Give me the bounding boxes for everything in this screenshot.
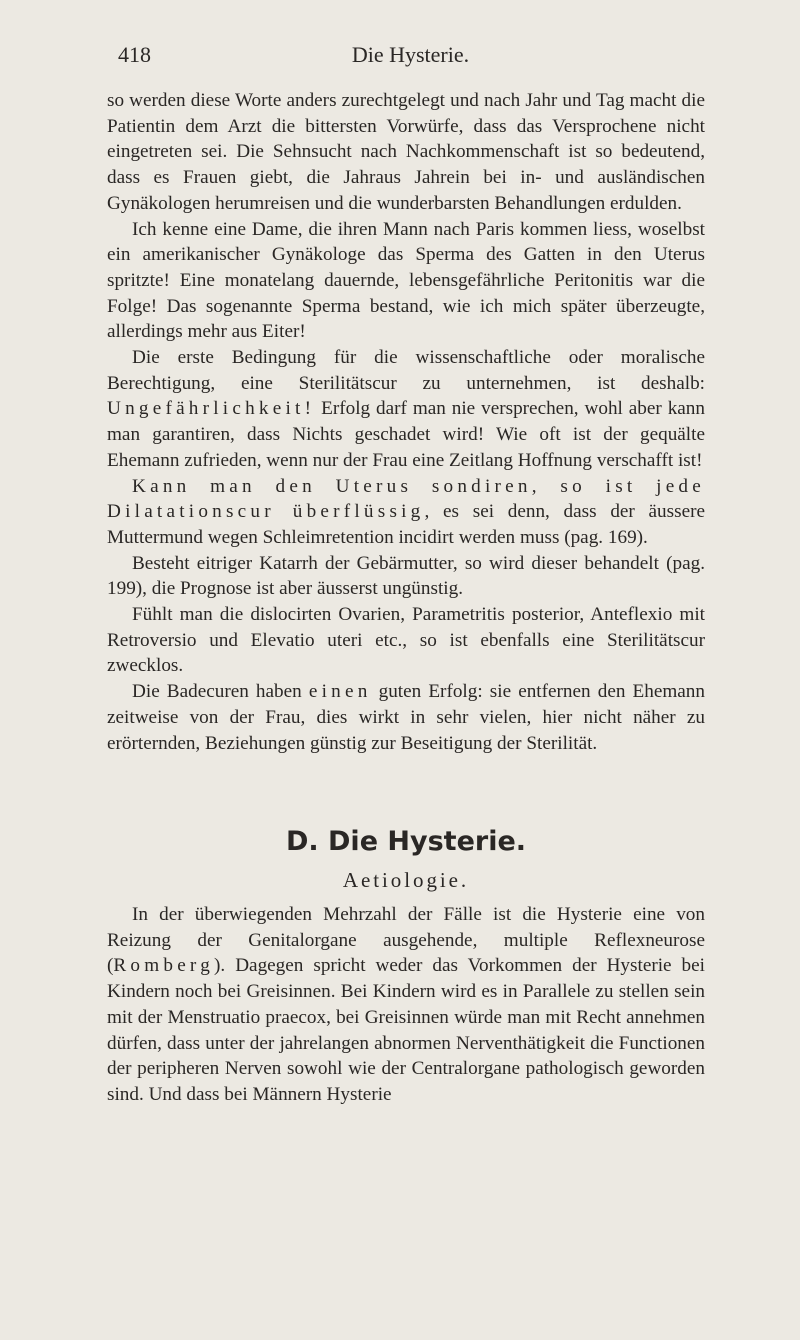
- paragraph: [107, 474, 705, 551]
- paragraph: [107, 551, 705, 602]
- paragraph-text: Fühlt man die dislocirten Ovarien, Parametritis posterior, Anteflexio mit Retroversio und Elevatio uteri etc., so ist ebenfalls eine Sterilitätscur zwecklos.: [107, 604, 705, 677]
- paragraph: [107, 217, 705, 346]
- paragraph: [107, 902, 705, 1108]
- paragraph-text: ). Dagegen spricht weder das Vorkommen der Hysterie bei Kindern noch bei Greisinnen. Bei Kindern wird es in Parallele zu stellen sein mit der Menstruatio praecox, bei Greisinnen würde man mit Recht annehmen dürfen, dass unter der jahrelangen abnormen Nerventhätigkeit die Functionen der peripheren Nerven sowohl wie der Centralorgane pathologisch geworden sind. Und dass bei Männern Hysterie: [107, 955, 705, 1105]
- paragraph-text: guten Erfolg: sie entfernen den Ehemann zeitweise von der Frau, dies wirkt in sehr vielen, hier nicht näher zu erörternden, Beziehungen günstig zur Beseitigung der Sterilität.: [107, 681, 705, 754]
- spaced-emphasis: Ungefährlichkeit!: [107, 398, 316, 420]
- paragraph: [107, 602, 705, 679]
- paragraph-text: Besteht eitriger Katarrh der Gebärmutter, so wird dieser behandelt (pag. 199), die Prognose ist aber äusserst ungünstig.: [107, 552, 705, 600]
- paragraph: [107, 345, 705, 474]
- page-number: 418: [118, 42, 151, 67]
- body-text-bottom: [107, 902, 705, 1108]
- paragraph-text: In der überwiegenden Mehrzahl der Fälle ist die Hysterie eine von Reizung der Genitalorgane ausgehende, multiple Reflexneurose (: [107, 904, 705, 977]
- spaced-emphasis: einen: [308, 681, 372, 703]
- paragraph: [107, 679, 705, 756]
- paragraph-text: , es sei denn, dass der äussere Muttermund wegen Schleimretention incidirt werden muss (pag. 169).: [107, 501, 706, 548]
- paragraph-text: Erfolg darf man nie versprechen, wohl aber kann man garantiren, dass Nichts geschadet wird! Wie oft ist der gequälte Ehemann zufrieden, wenn nur der Frau eine Zeitlang Hoffnung verschafft ist!: [107, 398, 705, 471]
- paragraph: [107, 88, 705, 217]
- section-subheading: Aetiologie.: [342, 868, 470, 892]
- paragraph-text: Die Badecuren haben: [132, 681, 309, 703]
- spaced-emphasis: Romberg: [113, 955, 215, 977]
- paragraph-text: so werden diese Worte anders zurechtgelegt und nach Jahr und Tag macht die Patientin dem Arzt die bittersten Vorwürfe, dass das Versprochene nicht eingetreten sei. Die Sehnsucht nach Nachkommenschaft ist so bedeutend, dass es Frauen giebt, die Jahraus Jahrein bei in- und ausländischen Gynäkologen herumreisen und die wunderbarsten Behandlungen erdulden.: [107, 90, 705, 214]
- section-heading: D. Die Hysterie.: [285, 826, 527, 857]
- body-text-top: [107, 88, 705, 756]
- spaced-emphasis: Kann man den Uterus sondiren, so ist jede Dilatationscur überflüssig: [107, 475, 705, 523]
- paragraph-text: Die erste Bedingung für die wissenschaftliche oder moralische Berechtigung, eine Sterilitätscur zu unternehmen, ist deshalb:: [107, 347, 705, 394]
- paragraph-text: Ich kenne eine Dame, die ihren Mann nach Paris kommen liess, woselbst ein amerikanischer Gynäkologe das Sperma des Gatten in den Uterus spritzte! Eine monatelang dauernde, lebensgefährliche Peritonitis war die Folge! Das sogenannte Sperma bestand, wie ich mich später überzeugte, allerdings mehr aus Eiter!: [107, 218, 705, 343]
- running-title: Die Hysterie.: [351, 42, 470, 67]
- running-head: [118, 42, 703, 72]
